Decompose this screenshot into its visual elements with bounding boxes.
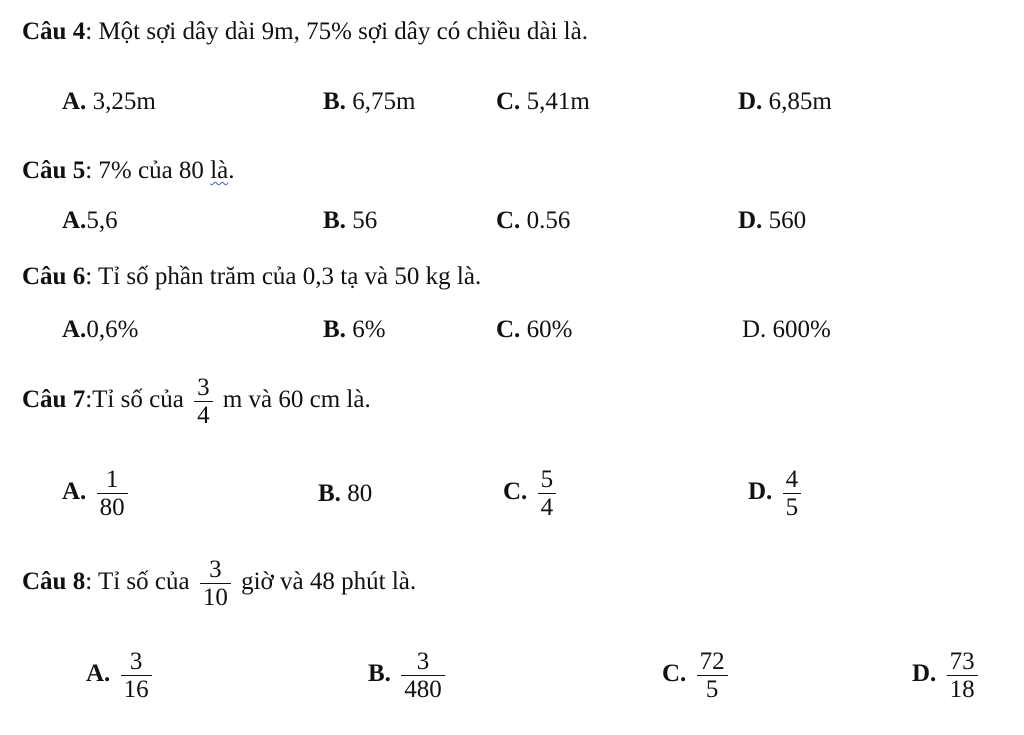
fraction-denominator: 18 [949, 676, 975, 703]
option-letter: A. [62, 88, 87, 115]
question-7-option-a[interactable] [62, 466, 132, 521]
option-letter: B. [323, 88, 346, 115]
option-value: 80 [347, 480, 373, 507]
question-4 [22, 18, 588, 46]
fraction-denominator: 480 [404, 676, 442, 703]
question-5-option-a[interactable] [62, 207, 118, 235]
question-7-option-b[interactable] [318, 480, 372, 508]
option-value: D. 600% [742, 316, 831, 343]
question-7-text-before: :Tỉ số của [85, 386, 184, 414]
question-6-option-c[interactable] [496, 316, 572, 344]
fraction-denominator: 10 [202, 584, 228, 611]
question-8-option-b[interactable] [368, 648, 449, 703]
option-fraction [783, 466, 802, 521]
question-7-option-d[interactable] [748, 466, 805, 521]
question-6-option-b[interactable] [323, 316, 386, 344]
question-5-text: : 7% của 80 [85, 157, 211, 184]
option-value: 60% [526, 316, 573, 343]
question-7-option-c[interactable] [503, 466, 560, 521]
option-letter: B. [318, 480, 341, 507]
option-letter: A. [62, 316, 87, 343]
question-6-option-d[interactable] [742, 316, 831, 344]
fraction-numerator: 72 [699, 648, 725, 675]
option-fraction [97, 466, 128, 521]
question-6-label: Câu 6 [22, 263, 86, 290]
question-8-label: Câu 8 [22, 568, 86, 596]
question-5 [22, 157, 234, 185]
option-value: 3,25m [92, 88, 156, 115]
question-6-option-a[interactable] [62, 316, 138, 344]
question-8-text-before: : Tỉ số của [85, 568, 190, 596]
fraction-numerator: 73 [949, 648, 975, 675]
question-5-text-tail: là [210, 157, 229, 184]
option-letter: C. [496, 207, 521, 234]
option-fraction [697, 648, 728, 703]
fraction-denominator: 80 [99, 494, 125, 521]
question-8-option-d[interactable] [912, 648, 982, 703]
option-value: 560 [768, 207, 807, 234]
question-4-option-a[interactable] [62, 88, 156, 116]
option-value: 0.56 [526, 207, 571, 234]
fraction-numerator: 5 [540, 466, 554, 493]
option-fraction [401, 648, 445, 703]
option-letter: A. [86, 660, 111, 688]
question-7 [22, 374, 371, 429]
option-value: 5,6 [86, 207, 118, 234]
question-7-fraction [194, 374, 213, 429]
option-letter: B. [323, 316, 346, 343]
option-letter: A. [62, 207, 87, 234]
option-letter: C. [496, 316, 521, 343]
fraction-numerator: 3 [416, 648, 430, 675]
question-8 [22, 556, 416, 611]
option-fraction [538, 466, 557, 521]
option-value: 0,6% [86, 316, 139, 343]
question-4-text: : Một sợi dây dài 9m, 75% sợi dây có chiều dài là. [85, 18, 588, 45]
option-letter: B. [368, 660, 391, 688]
option-value: 6,75m [352, 88, 416, 115]
option-letter: B. [323, 207, 346, 234]
option-value: 5,41m [526, 88, 590, 115]
fraction-numerator: 3 [197, 374, 210, 401]
question-4-option-d[interactable] [738, 88, 832, 116]
question-4-label: Câu 4 [22, 18, 86, 45]
option-letter: C. [503, 478, 528, 506]
option-value: 56 [352, 207, 378, 234]
question-5-option-c[interactable] [496, 207, 570, 235]
question-6 [22, 263, 481, 291]
option-value: 6% [352, 316, 386, 343]
fraction-numerator: 3 [129, 648, 143, 675]
option-value: 6,85m [768, 88, 832, 115]
option-letter: D. [748, 478, 773, 506]
option-letter: A. [62, 478, 87, 506]
option-fraction [121, 648, 152, 703]
option-letter: D. [912, 660, 937, 688]
question-6-text: : Tỉ số phần trăm của 0,3 tạ và 50 kg là. [85, 263, 482, 290]
question-5-option-b[interactable] [323, 207, 377, 235]
fraction-denominator: 5 [785, 494, 799, 521]
fraction-numerator: 3 [209, 556, 222, 583]
option-letter: C. [662, 660, 687, 688]
option-letter: D. [738, 207, 763, 234]
question-5-option-d[interactable] [738, 207, 806, 235]
fraction-numerator: 4 [785, 466, 799, 493]
question-7-label: Câu 7 [22, 386, 86, 414]
question-8-option-a[interactable] [86, 648, 156, 703]
question-5-text-end: . [228, 157, 235, 184]
question-4-option-c[interactable] [496, 88, 590, 116]
option-letter: C. [496, 88, 521, 115]
question-4-option-b[interactable] [323, 88, 415, 116]
fraction-denominator: 4 [197, 402, 210, 429]
option-fraction [947, 648, 978, 703]
fraction-denominator: 16 [123, 676, 149, 703]
fraction-denominator: 4 [540, 494, 554, 521]
question-8-option-c[interactable] [662, 648, 732, 703]
option-letter: D. [738, 88, 763, 115]
question-5-label: Câu 5 [22, 157, 86, 184]
fraction-numerator: 1 [105, 466, 119, 493]
question-8-text-after: giờ và 48 phút là. [241, 568, 417, 596]
fraction-denominator: 5 [705, 676, 719, 703]
question-8-fraction [200, 556, 231, 611]
question-7-text-after: m và 60 cm là. [222, 386, 371, 414]
